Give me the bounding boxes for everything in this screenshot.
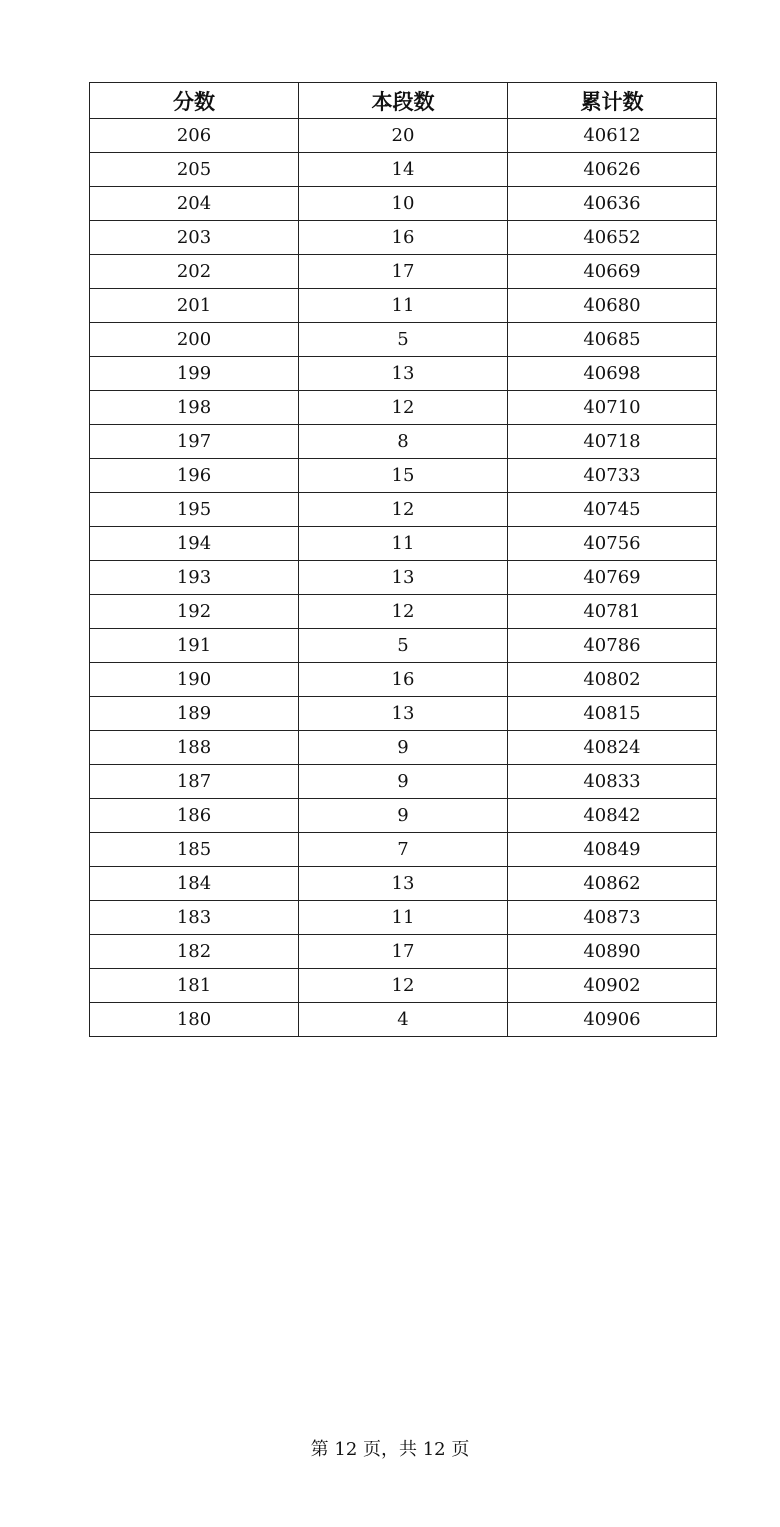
segment-count-cell: 11 xyxy=(299,527,508,561)
segment-count-cell: 17 xyxy=(299,255,508,289)
cumulative-count-cell: 40890 xyxy=(508,935,717,969)
score-cell: 197 xyxy=(90,425,299,459)
score-cell: 180 xyxy=(90,1003,299,1037)
segment-count-cell: 11 xyxy=(299,289,508,323)
table-row xyxy=(90,119,717,153)
cumulative-count-cell: 40906 xyxy=(508,1003,717,1037)
score-cell: 193 xyxy=(90,561,299,595)
cumulative-count-cell: 40873 xyxy=(508,901,717,935)
cumulative-count-cell: 40745 xyxy=(508,493,717,527)
table-row xyxy=(90,221,717,255)
page-number-footer: 第 12 页，共 12 页 xyxy=(310,1439,470,1460)
cumulative-count-cell: 40902 xyxy=(508,969,717,1003)
score-cell: 188 xyxy=(90,731,299,765)
cumulative-count-cell: 40802 xyxy=(508,663,717,697)
segment-count-cell: 13 xyxy=(299,867,508,901)
table-row xyxy=(90,255,717,289)
table-row xyxy=(90,391,717,425)
segment-count-cell: 13 xyxy=(299,697,508,731)
cumulative-count-cell: 40756 xyxy=(508,527,717,561)
segment-count-cell: 13 xyxy=(299,561,508,595)
score-cell: 182 xyxy=(90,935,299,969)
score-cell: 194 xyxy=(90,527,299,561)
segment-count-cell: 12 xyxy=(299,391,508,425)
table-row xyxy=(90,425,717,459)
cumulative-count-cell: 40786 xyxy=(508,629,717,663)
segment-count-cell: 11 xyxy=(299,901,508,935)
score-cell: 185 xyxy=(90,833,299,867)
segment-count-cell: 4 xyxy=(299,1003,508,1037)
segment-count-cell: 8 xyxy=(299,425,508,459)
segment-count-cell: 20 xyxy=(299,119,508,153)
segment-count-cell: 9 xyxy=(299,799,508,833)
score-cell: 191 xyxy=(90,629,299,663)
cumulative-count-cell: 40710 xyxy=(508,391,717,425)
score-cell: 204 xyxy=(90,187,299,221)
segment-count-cell: 15 xyxy=(299,459,508,493)
table-row xyxy=(90,969,717,1003)
score-cell: 190 xyxy=(90,663,299,697)
score-cell: 183 xyxy=(90,901,299,935)
table-row xyxy=(90,629,717,663)
table-row xyxy=(90,901,717,935)
score-distribution-table xyxy=(89,82,717,1037)
table-row xyxy=(90,561,717,595)
segment-count-cell: 16 xyxy=(299,221,508,255)
cumulative-count-cell: 40842 xyxy=(508,799,717,833)
table-row xyxy=(90,459,717,493)
score-cell: 201 xyxy=(90,289,299,323)
table-row xyxy=(90,697,717,731)
segment-count-cell: 14 xyxy=(299,153,508,187)
table-row xyxy=(90,187,717,221)
cumulative-count-cell: 40824 xyxy=(508,731,717,765)
cumulative-count-cell: 40636 xyxy=(508,187,717,221)
table-row xyxy=(90,731,717,765)
cumulative-count-cell: 40833 xyxy=(508,765,717,799)
score-cell: 199 xyxy=(90,357,299,391)
score-cell: 198 xyxy=(90,391,299,425)
segment-count-cell: 13 xyxy=(299,357,508,391)
score-cell: 206 xyxy=(90,119,299,153)
score-cell: 192 xyxy=(90,595,299,629)
score-cell: 200 xyxy=(90,323,299,357)
header-score: 分数 xyxy=(90,83,299,119)
cumulative-count-cell: 40769 xyxy=(508,561,717,595)
score-cell: 184 xyxy=(90,867,299,901)
cumulative-count-cell: 40612 xyxy=(508,119,717,153)
segment-count-cell: 17 xyxy=(299,935,508,969)
cumulative-count-cell: 40680 xyxy=(508,289,717,323)
cumulative-count-cell: 40815 xyxy=(508,697,717,731)
cumulative-count-cell: 40718 xyxy=(508,425,717,459)
table-body xyxy=(90,119,717,1037)
segment-count-cell: 10 xyxy=(299,187,508,221)
table-row xyxy=(90,289,717,323)
table-row xyxy=(90,833,717,867)
table-header-row xyxy=(90,83,717,119)
table-row xyxy=(90,935,717,969)
cumulative-count-cell: 40849 xyxy=(508,833,717,867)
table-row xyxy=(90,357,717,391)
table-row xyxy=(90,323,717,357)
cumulative-count-cell: 40781 xyxy=(508,595,717,629)
table-row xyxy=(90,493,717,527)
score-cell: 189 xyxy=(90,697,299,731)
cumulative-count-cell: 40652 xyxy=(508,221,717,255)
score-cell: 181 xyxy=(90,969,299,1003)
score-cell: 203 xyxy=(90,221,299,255)
table-row xyxy=(90,527,717,561)
segment-count-cell: 12 xyxy=(299,969,508,1003)
table-row xyxy=(90,153,717,187)
cumulative-count-cell: 40669 xyxy=(508,255,717,289)
table-row xyxy=(90,799,717,833)
table-row xyxy=(90,663,717,697)
cumulative-count-cell: 40733 xyxy=(508,459,717,493)
table-row xyxy=(90,1003,717,1037)
cumulative-count-cell: 40685 xyxy=(508,323,717,357)
score-cell: 195 xyxy=(90,493,299,527)
table-row xyxy=(90,765,717,799)
segment-count-cell: 5 xyxy=(299,323,508,357)
score-cell: 202 xyxy=(90,255,299,289)
segment-count-cell: 9 xyxy=(299,765,508,799)
score-cell: 205 xyxy=(90,153,299,187)
segment-count-cell: 12 xyxy=(299,493,508,527)
cumulative-count-cell: 40698 xyxy=(508,357,717,391)
score-cell: 196 xyxy=(90,459,299,493)
header-cumulative-count: 累计数 xyxy=(508,83,717,119)
cumulative-count-cell: 40626 xyxy=(508,153,717,187)
segment-count-cell: 7 xyxy=(299,833,508,867)
segment-count-cell: 9 xyxy=(299,731,508,765)
table-row xyxy=(90,595,717,629)
segment-count-cell: 12 xyxy=(299,595,508,629)
header-segment-count: 本段数 xyxy=(299,83,508,119)
score-cell: 186 xyxy=(90,799,299,833)
score-cell: 187 xyxy=(90,765,299,799)
segment-count-cell: 16 xyxy=(299,663,508,697)
segment-count-cell: 5 xyxy=(299,629,508,663)
cumulative-count-cell: 40862 xyxy=(508,867,717,901)
table-row xyxy=(90,867,717,901)
